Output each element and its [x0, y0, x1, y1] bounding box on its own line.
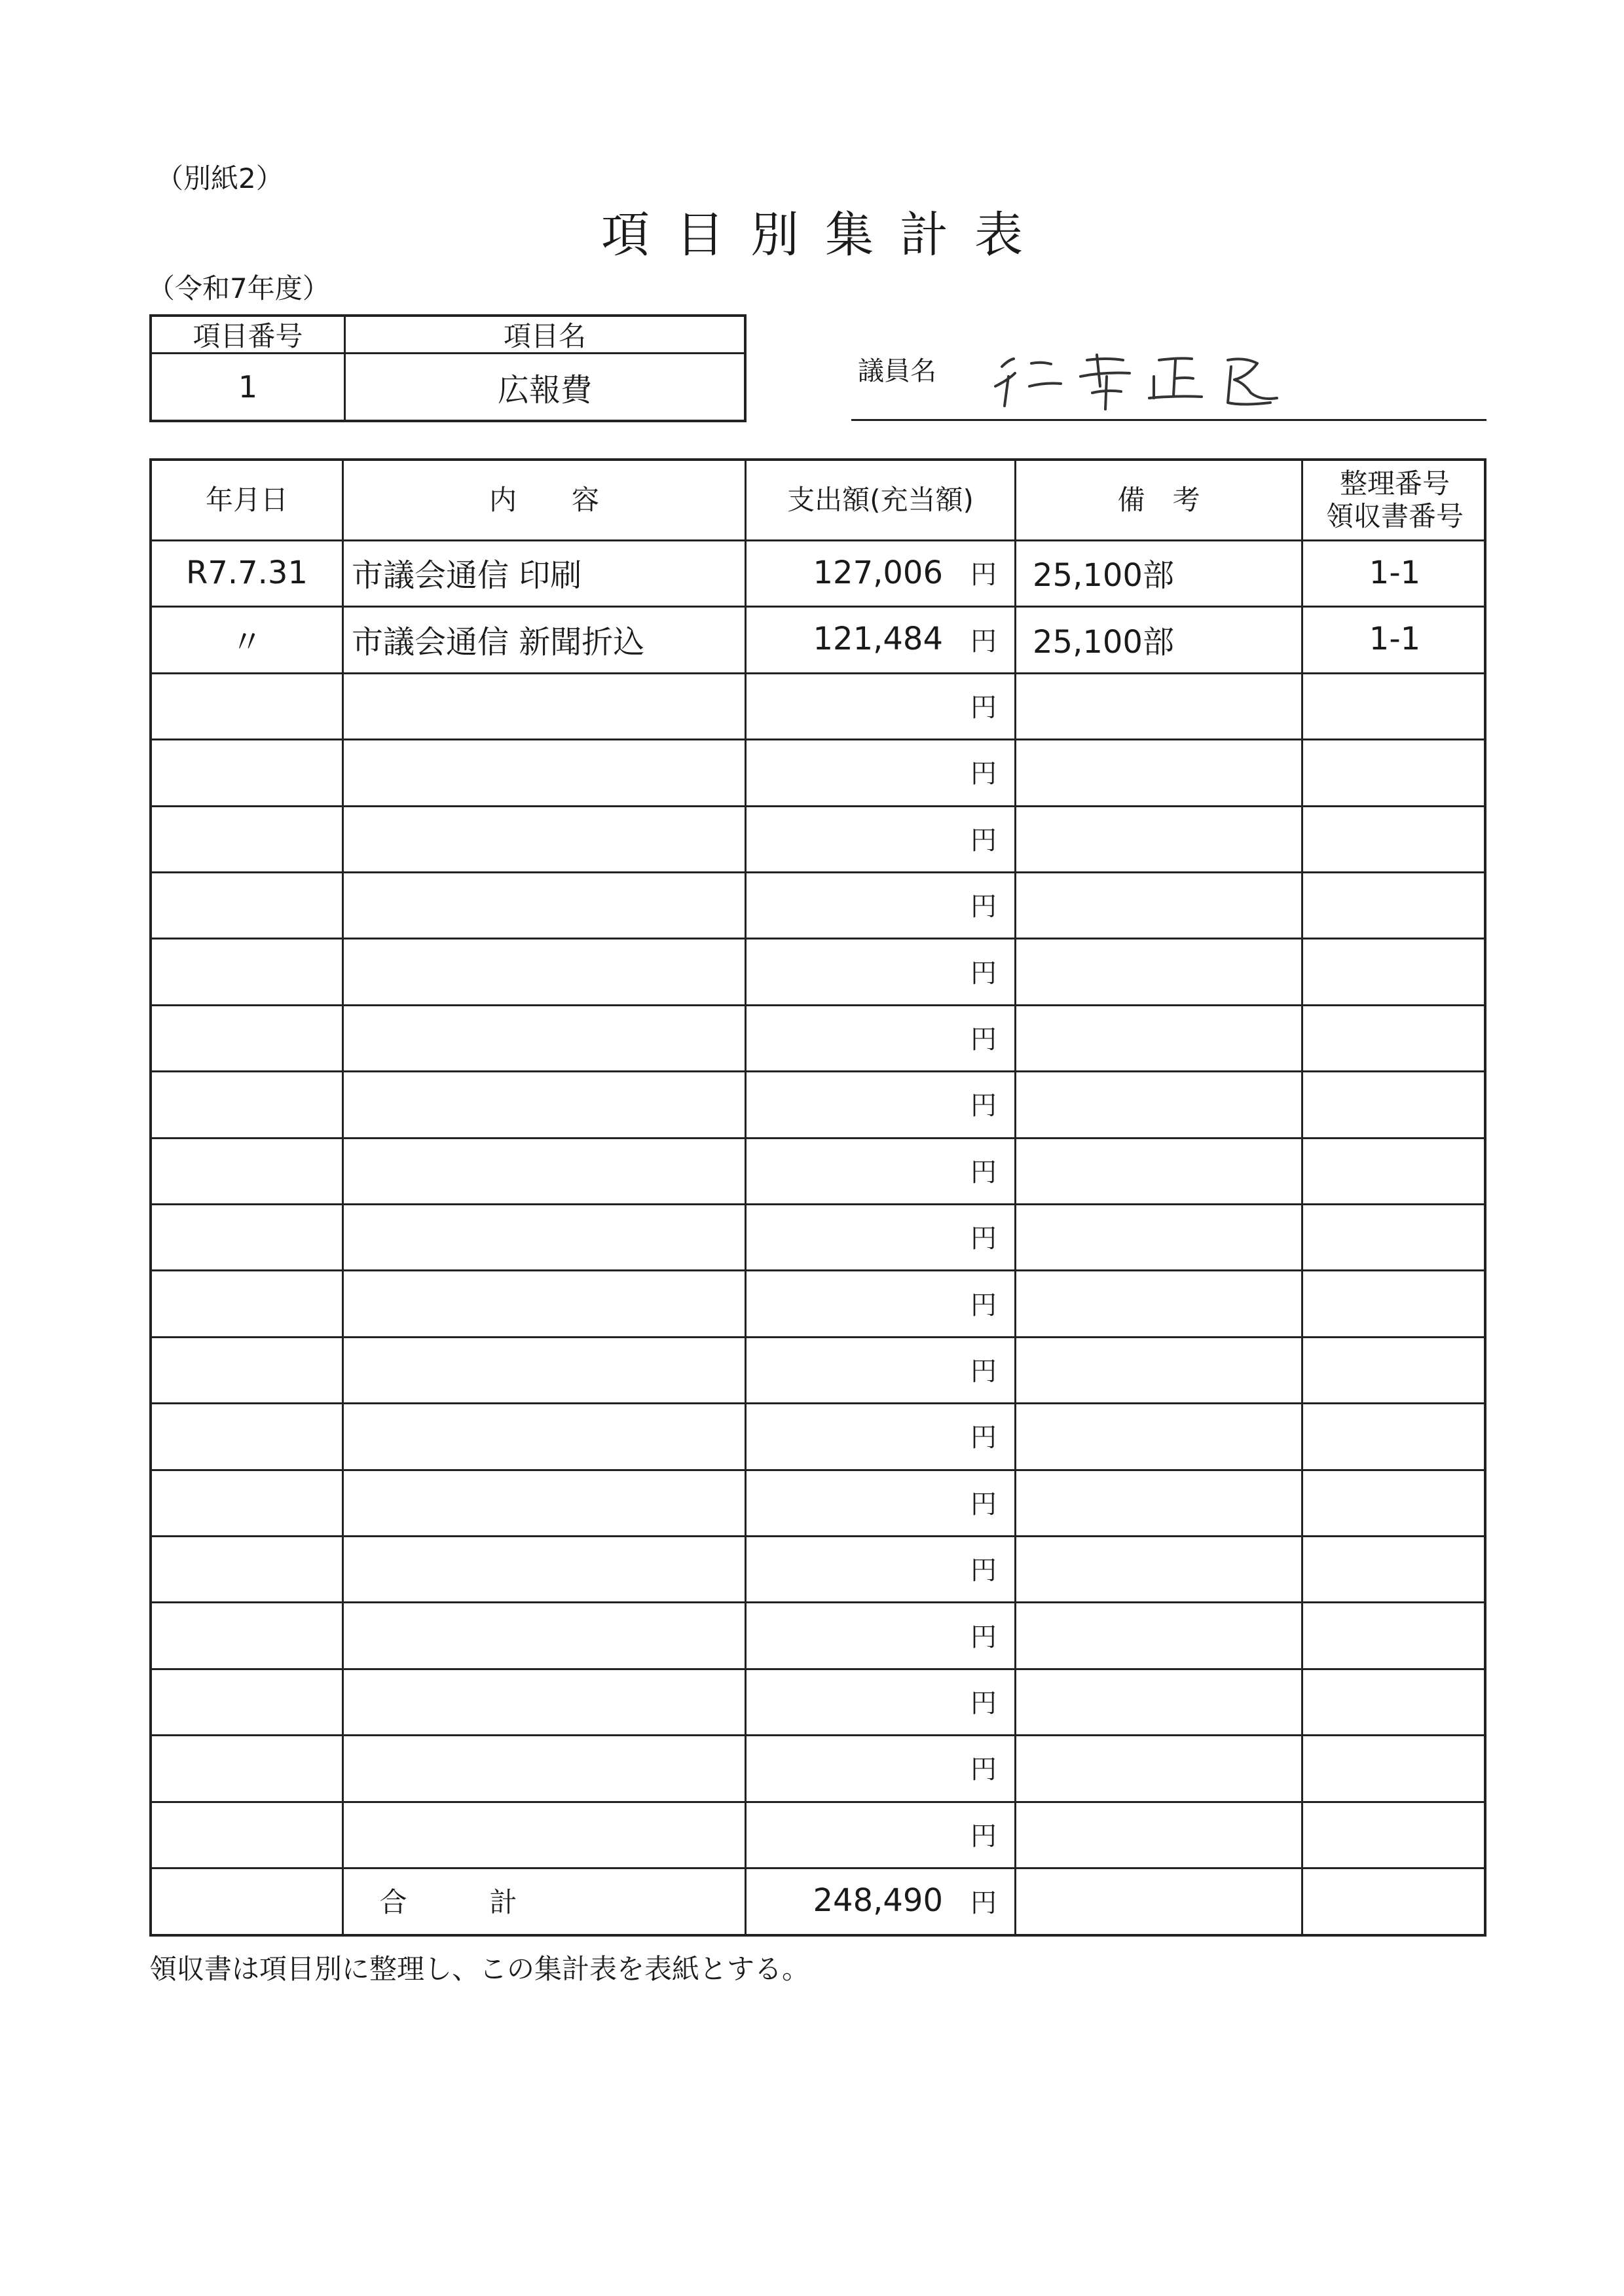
cell-remarks	[1033, 805, 1301, 871]
cell-number	[1303, 805, 1486, 871]
cell-content	[352, 1801, 745, 1867]
cell-number	[1303, 1668, 1486, 1734]
currency-unit: 円	[970, 692, 997, 723]
cell-date	[152, 1269, 342, 1336]
cell-number	[1303, 1203, 1486, 1269]
currency-unit: 円	[970, 1489, 997, 1520]
cell-date: R7.7.31	[185, 554, 308, 591]
column-header-number-line1: 整理番号	[1339, 467, 1450, 500]
cell-content: 市議会通信 新聞折込	[352, 623, 645, 661]
cell-number: 1-1	[1369, 621, 1421, 658]
cell-content	[352, 1269, 745, 1336]
cell-number	[1303, 1801, 1486, 1867]
cell-date	[152, 938, 342, 1004]
member-name-underline	[851, 419, 1486, 421]
cell-content	[352, 738, 745, 805]
cell-date	[152, 1668, 342, 1734]
cell-amount	[747, 871, 943, 938]
document-title: 項目別集計表	[601, 207, 1049, 263]
cell-amount	[747, 1004, 943, 1070]
cell-remarks	[1033, 1269, 1301, 1336]
cell-content	[352, 1004, 745, 1070]
cell-amount: 121,484	[813, 621, 943, 658]
currency-unit: 円	[970, 1024, 997, 1055]
cell-amount	[747, 672, 943, 738]
cell-number	[1303, 672, 1486, 738]
item-number-value: 1	[238, 369, 258, 405]
cell-amount	[747, 938, 943, 1004]
total-label: 合 計	[379, 1886, 517, 1918]
currency-unit: 円	[970, 1356, 997, 1387]
cell-remarks	[1033, 1535, 1301, 1601]
cell-amount	[747, 1336, 943, 1402]
cell-number	[1303, 738, 1486, 805]
item-table	[149, 314, 747, 422]
cell-date	[152, 1801, 342, 1867]
currency-unit: 円	[970, 1821, 997, 1851]
cell-remarks	[1033, 1004, 1301, 1070]
cell-remarks: 25,100部	[1033, 557, 1174, 594]
cell-date	[152, 1469, 342, 1535]
cell-remarks	[1033, 738, 1301, 805]
fiscal-year: （令和7年度）	[147, 272, 330, 304]
cell-number	[1303, 1004, 1486, 1070]
currency-unit: 円	[970, 759, 997, 790]
cell-remarks	[1033, 1734, 1301, 1800]
cell-date	[152, 672, 342, 738]
cell-amount	[747, 1734, 943, 1800]
cell-content	[352, 1668, 745, 1734]
cell-remarks	[1033, 938, 1301, 1004]
currency-unit: 円	[970, 1423, 997, 1453]
cell-remarks	[1033, 1402, 1301, 1468]
cell-content	[352, 1601, 745, 1667]
cell-content: 市議会通信 印刷	[352, 557, 582, 594]
cell-date	[152, 738, 342, 805]
currency-unit: 円	[970, 1556, 997, 1586]
item-number-header: 項目番号	[193, 320, 303, 352]
cell-number	[1303, 1734, 1486, 1800]
attachment-label: （別紙2）	[156, 162, 284, 194]
cell-remarks	[1033, 1469, 1301, 1535]
cell-date	[152, 1734, 342, 1800]
currency-unit: 円	[970, 958, 997, 989]
cell-number	[1303, 1402, 1486, 1468]
cell-remarks	[1033, 1801, 1301, 1867]
member-name-label: 議員名	[858, 356, 936, 386]
cell-amount	[747, 1601, 943, 1667]
cell-amount	[747, 1535, 943, 1601]
cell-content	[352, 1336, 745, 1402]
cell-amount	[747, 1668, 943, 1734]
cell-remarks	[1033, 672, 1301, 738]
item-name-header: 項目名	[503, 320, 586, 352]
item-name-value: 広報費	[497, 371, 592, 409]
currency-unit: 円	[970, 626, 997, 657]
cell-date	[152, 1004, 342, 1070]
cell-number	[1303, 1469, 1486, 1535]
cell-content	[352, 871, 745, 938]
currency-unit: 円	[970, 1157, 997, 1188]
cell-remarks	[1033, 1336, 1301, 1402]
currency-unit: 円	[970, 825, 997, 856]
column-header-date: 年月日	[205, 483, 288, 516]
cell-remarks	[1033, 1137, 1301, 1203]
cell-amount	[747, 1402, 943, 1468]
currency-unit: 円	[970, 1224, 997, 1254]
cell-content	[352, 1137, 745, 1203]
cell-amount	[747, 1203, 943, 1269]
currency-unit: 円	[970, 1688, 997, 1719]
cell-remarks	[1033, 871, 1301, 938]
cell-remarks	[1033, 1070, 1301, 1137]
currency-unit: 円	[970, 1290, 997, 1321]
cell-content	[352, 1734, 745, 1800]
cell-date	[152, 1203, 342, 1269]
column-header-amount: 支出額(充当額)	[787, 483, 974, 516]
cell-amount	[747, 1070, 943, 1137]
cell-remarks	[1033, 1601, 1301, 1667]
cell-content	[352, 805, 745, 871]
cell-number	[1303, 1070, 1486, 1137]
currency-unit: 円	[970, 1755, 997, 1785]
cell-date	[152, 805, 342, 871]
cell-content	[352, 672, 745, 738]
cell-content	[352, 1203, 745, 1269]
handwritten-signature	[982, 340, 1323, 412]
cell-date	[152, 1535, 342, 1601]
total-currency-unit: 円	[970, 1887, 997, 1918]
cell-date	[152, 1137, 342, 1203]
cell-number	[1303, 938, 1486, 1004]
currency-unit: 円	[970, 892, 997, 922]
cell-content	[352, 1535, 745, 1601]
cell-date	[152, 1336, 342, 1402]
column-header-content: 内 容	[489, 483, 599, 516]
footer-note: 領収書は項目別に整理し、この集計表を表紙とする。	[149, 1953, 810, 1985]
column-header-number-line2: 領収書番号	[1325, 500, 1464, 532]
cell-amount	[747, 1469, 943, 1535]
cell-amount	[747, 1137, 943, 1203]
cell-number	[1303, 1269, 1486, 1336]
cell-number: 1-1	[1369, 554, 1421, 591]
currency-unit: 円	[970, 1091, 997, 1121]
cell-number	[1303, 1336, 1486, 1402]
column-header-number	[1303, 461, 1486, 539]
cell-remarks: 25,100部	[1033, 623, 1174, 661]
cell-amount	[747, 1269, 943, 1336]
cell-content	[352, 1469, 745, 1535]
currency-unit: 円	[970, 1622, 997, 1652]
cell-date	[152, 1402, 342, 1468]
cell-content	[352, 1070, 745, 1137]
column-header-remarks: 備 考	[1117, 483, 1200, 516]
cell-amount	[747, 738, 943, 805]
cell-remarks	[1033, 1668, 1301, 1734]
cell-content	[352, 938, 745, 1004]
cell-number	[1303, 1601, 1486, 1667]
cell-date	[152, 1070, 342, 1137]
cell-number	[1303, 871, 1486, 938]
cell-date: 〃	[231, 623, 263, 661]
cell-number	[1303, 1535, 1486, 1601]
cell-remarks	[1033, 1203, 1301, 1269]
cell-amount	[747, 1801, 943, 1867]
cell-amount	[747, 805, 943, 871]
cell-content	[352, 1402, 745, 1468]
cell-number	[1303, 1137, 1486, 1203]
cell-amount: 127,006	[813, 554, 943, 591]
total-amount: 248,490	[813, 1882, 943, 1919]
cell-date	[152, 871, 342, 938]
cell-date	[152, 1601, 342, 1667]
currency-unit: 円	[970, 560, 997, 591]
expense-table	[149, 458, 1486, 1937]
